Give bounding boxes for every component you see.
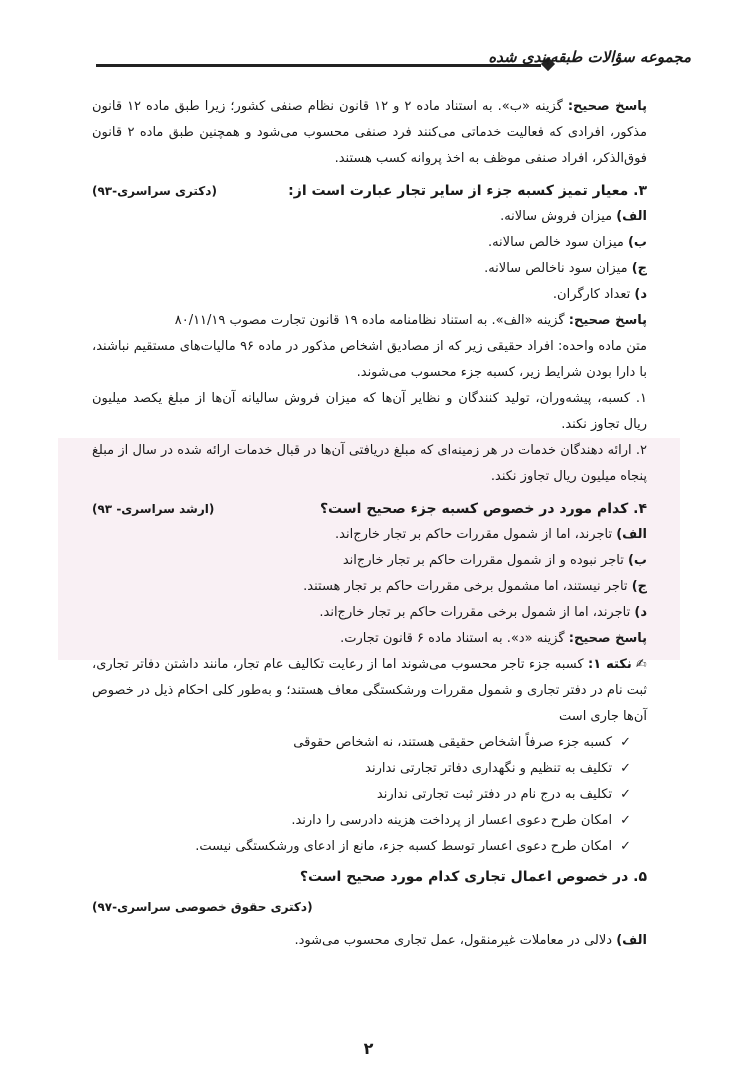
answer-label: پاسخ صحیح: — [568, 313, 647, 328]
check-item-text: کسبه جزء صرفاً اشخاص حقیقی هستند، نه اشخاص حقوقی — [293, 735, 613, 750]
answer-text: گزینه «د». به استناد ماده ۶ قانون تجارت. — [340, 631, 565, 646]
q3-option-c — [92, 256, 647, 282]
q3-option-b — [92, 230, 647, 256]
option-label: ج) — [631, 579, 647, 594]
header-title: مجموعه سؤالات طبقه‌بندی شده — [488, 48, 691, 66]
page-content — [92, 94, 647, 954]
question-3-exam: (دکتری سراسری-۹۳) — [92, 184, 217, 198]
answer-label: پاسخ صحیح: — [567, 99, 647, 114]
option-label: ب) — [627, 553, 647, 568]
q3-option-d — [92, 282, 647, 308]
note-text: کسبه جزء تاجر محسوب می‌شوند اما از رعایت تکالیف عام تجار، مانند داشتن دفاتر تجاری، ثبت نام در دفتر تجاری و شمول مقررات ورشکستگی معاف هستند؛ و به‌طور کلی احکام ذیل در خصوص آن‌ها جاری است — [92, 657, 647, 724]
q4-option-b — [92, 548, 647, 574]
option-label: الف) — [616, 933, 647, 948]
check-item-text: امکان طرح دعوی اعسار از پرداخت هزینه دادرسی را دارند. — [291, 813, 613, 828]
question-3: ۳. معیار تمیز کسبه جزء از سایر تجار عبارت است از: — [288, 183, 647, 199]
check-item — [92, 808, 631, 834]
question-4-exam: (ارشد سراسری- ۹۳) — [92, 502, 215, 516]
q4-option-c — [92, 574, 647, 600]
check-item — [92, 782, 631, 808]
check-icon: ✓ — [620, 839, 631, 854]
option-label: د) — [634, 287, 647, 302]
note-label: نکته ۱: — [588, 657, 632, 672]
check-icon: ✓ — [620, 787, 631, 802]
answer-text: گزینه «الف». به استناد نظامنامه ماده ۱۹ قانون تجارت مصوب ۸۰/۱۱/۱۹ — [174, 313, 565, 328]
check-item-text: تکلیف به تنظیم و نگهداری دفاتر تجارتی ندارند — [365, 761, 613, 776]
q3-body: متن ماده واحده: افراد حقیقی زیر که از مصادیق اشخاص مذکور در ماده ۹۶ مالیات‌های مستقیم نباشند، با دارا بودن شرایط زیر، کسبه جزء محسوب می‌شوند. — [92, 339, 648, 380]
check-item — [92, 756, 631, 782]
option-label: د) — [634, 605, 647, 620]
option-text: تاجرند، اما از شمول مقررات حاکم بر تجار خارج‌اند. — [335, 527, 613, 542]
q3-item-1: ۱. کسبه، پیشه‌وران، تولید کنندگان و نظایر آن‌ها که میزان فروش سالیانه آن‌ها از مبلغ یکصد میلیون ریال تجاوز نکند. — [92, 391, 647, 432]
check-item — [92, 834, 631, 860]
header-rule — [96, 64, 541, 67]
question-4-row — [92, 496, 647, 522]
pen-icon: ✍ — [635, 657, 647, 672]
q2-answer — [92, 94, 647, 172]
option-text: تاجر نبوده و از شمول مقررات حاکم بر تجار خارج‌اند — [342, 553, 624, 568]
question-5-exam: (دکتری حقوق خصوصی سراسری-۹۷) — [92, 900, 313, 914]
check-icon: ✓ — [620, 761, 631, 776]
check-item-text: تکلیف به درج نام در دفتر ثبت تجارتی ندارند — [376, 787, 613, 802]
question-5: ۵. در خصوص اعمال تجاری کدام مورد صحیح است؟ — [299, 869, 647, 885]
q4-option-d — [92, 600, 647, 626]
q3-option-a — [92, 204, 647, 230]
check-item — [92, 730, 631, 756]
note-checklist — [92, 730, 647, 860]
option-text: میزان سود خالص سالانه. — [487, 235, 624, 250]
q3-item-2: ۲. ارائه دهندگان خدمات در هر زمینه‌ای که مبلغ دریافتی آن‌ها در قبال خدمات ارائه شده در سال از مبلغ پنجاه میلیون ریال تجاوز نکند. — [92, 443, 647, 484]
option-label: الف) — [616, 209, 647, 224]
option-label: الف) — [616, 527, 647, 542]
option-text: تاجر نیستند، اما مشمول برخی مقررات حاکم بر تجار هستند. — [303, 579, 628, 594]
option-text: تعداد کارگران. — [552, 287, 631, 302]
running-header — [96, 48, 691, 78]
option-text: میزان فروش سالانه. — [500, 209, 613, 224]
q4-option-a — [92, 522, 647, 548]
option-label: ب) — [627, 235, 647, 250]
q4-answer — [92, 626, 647, 652]
option-text: تاجرند، اما از شمول برخی مقررات حاکم بر تجار خارج‌اند. — [319, 605, 631, 620]
check-item-text: امکان طرح دعوی اعسار توسط کسبه جزء، مانع از ادعای ورشکستگی نیست. — [195, 839, 613, 854]
question-4: ۴. کدام مورد در خصوص کسبه جزء صحیح است؟ — [319, 501, 647, 517]
q3-answer — [92, 308, 647, 334]
page-number: ۲ — [363, 1039, 374, 1058]
option-text: میزان سود ناخالص سالانه. — [484, 261, 628, 276]
option-label: ج) — [631, 261, 647, 276]
q4-note — [92, 652, 647, 730]
option-text: دلالی در معاملات غیرمنقول، عمل تجاری محسوب می‌شود. — [294, 933, 613, 948]
answer-text: گزینه «ب». به استناد ماده ۲ و ۱۲ قانون نظام صنفی کشور؛ زیرا طبق ماده ۱۲ قانون مذکور، افرادی که فعالیت خدماتی می‌کنند فرد صنفی محسوب می‌شود و همچنین طبق ماده ۲ قانون فوق‌الذکر، افراد صنفی موظف به اخذ پروانه کسب هستند. — [92, 99, 647, 166]
q5-option-a — [92, 928, 647, 954]
question-3-row — [92, 178, 647, 204]
check-icon: ✓ — [620, 813, 631, 828]
answer-label: پاسخ صحیح: — [568, 631, 647, 646]
check-icon: ✓ — [620, 735, 631, 750]
